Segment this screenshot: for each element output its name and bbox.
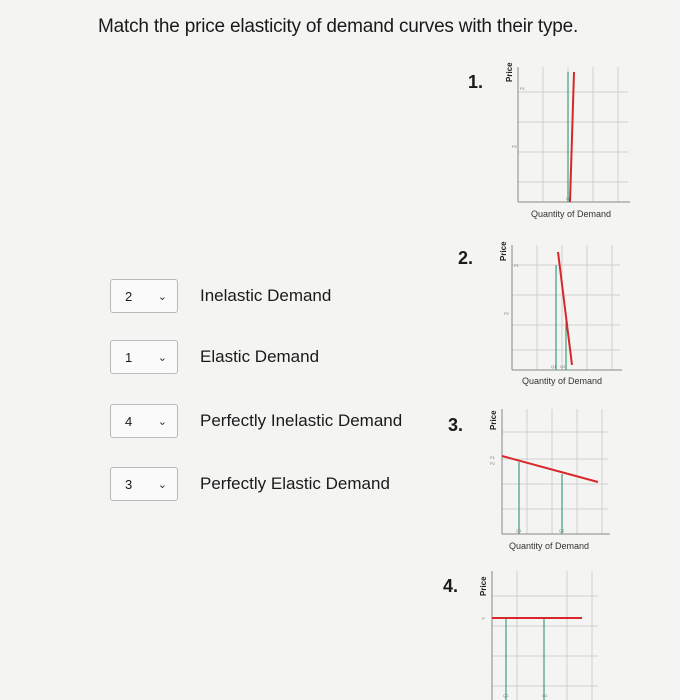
match-row-inelastic — [110, 279, 331, 313]
match-select-inelastic[interactable] — [110, 279, 178, 313]
match-label: Perfectly Elastic Demand — [200, 474, 390, 493]
chevron-down-icon: ⌄ — [157, 478, 167, 491]
y-label: Price — [489, 410, 498, 430]
y-label: Price — [479, 576, 488, 596]
match-row-elastic — [110, 340, 319, 374]
x-label: Quantity of Demand — [531, 209, 612, 219]
q1-label: Q1 — [516, 528, 522, 533]
p1-label: P1 — [514, 263, 519, 268]
p2-label: P2 — [504, 311, 509, 316]
select-value: 3 — [125, 476, 133, 492]
graph-2-svg — [492, 235, 632, 395]
q1-label: Q1 — [551, 364, 557, 369]
graph-number: 4. — [443, 576, 459, 596]
question-title: Match the price elasticity of demand curves with their type. — [98, 16, 579, 37]
q2-label: Q2 — [560, 364, 566, 369]
match-row-perfectly-elastic — [110, 467, 390, 501]
x-label: Quantity of Demand — [522, 376, 603, 386]
graph-3-svg — [482, 404, 622, 559]
q1-label: Q1 — [503, 693, 509, 698]
demand-curve — [502, 456, 598, 482]
q2-label: Q2 — [559, 528, 565, 533]
grid — [502, 409, 608, 534]
y-label: Price — [499, 241, 508, 261]
graph-1 — [498, 62, 638, 227]
select-value: 4 — [125, 413, 133, 429]
graph-4-svg — [472, 566, 612, 700]
y-label: Price — [505, 62, 514, 82]
q-label: Q — [566, 196, 570, 201]
match-select-perfectly-elastic[interactable] — [110, 467, 178, 501]
match-select-elastic[interactable] — [110, 340, 178, 374]
graph-3 — [482, 404, 622, 559]
p1-label: P1 — [520, 86, 525, 91]
graph-1-svg — [498, 62, 638, 227]
chevron-down-icon: ⌄ — [157, 351, 167, 364]
q2-label: Q2 — [542, 693, 548, 698]
p2-label: P2 — [490, 461, 495, 466]
match-label: Inelastic Demand — [200, 286, 332, 305]
match-label: Perfectly Inelastic Demand — [200, 411, 403, 430]
match-row-perfectly-inelastic — [110, 404, 402, 438]
grid — [492, 571, 598, 700]
graph-2 — [492, 235, 632, 395]
demand-curve — [558, 252, 572, 365]
match-select-perfectly-inelastic[interactable] — [110, 404, 178, 438]
p-label: P — [482, 616, 485, 621]
select-value: 2 — [125, 288, 133, 304]
graph-number: 2. — [458, 248, 474, 268]
graph-number: 3. — [448, 415, 464, 435]
select-value: 1 — [125, 349, 133, 365]
chevron-down-icon: ⌄ — [157, 415, 167, 428]
graph-4 — [472, 566, 612, 700]
x-label: Quantity of Demand — [509, 541, 590, 551]
p1-label: P1 — [490, 455, 495, 460]
p2-label: P2 — [512, 144, 517, 149]
chevron-down-icon: ⌄ — [157, 290, 167, 303]
graph-number: 1. — [468, 72, 484, 92]
match-label: Elastic Demand — [200, 347, 320, 366]
